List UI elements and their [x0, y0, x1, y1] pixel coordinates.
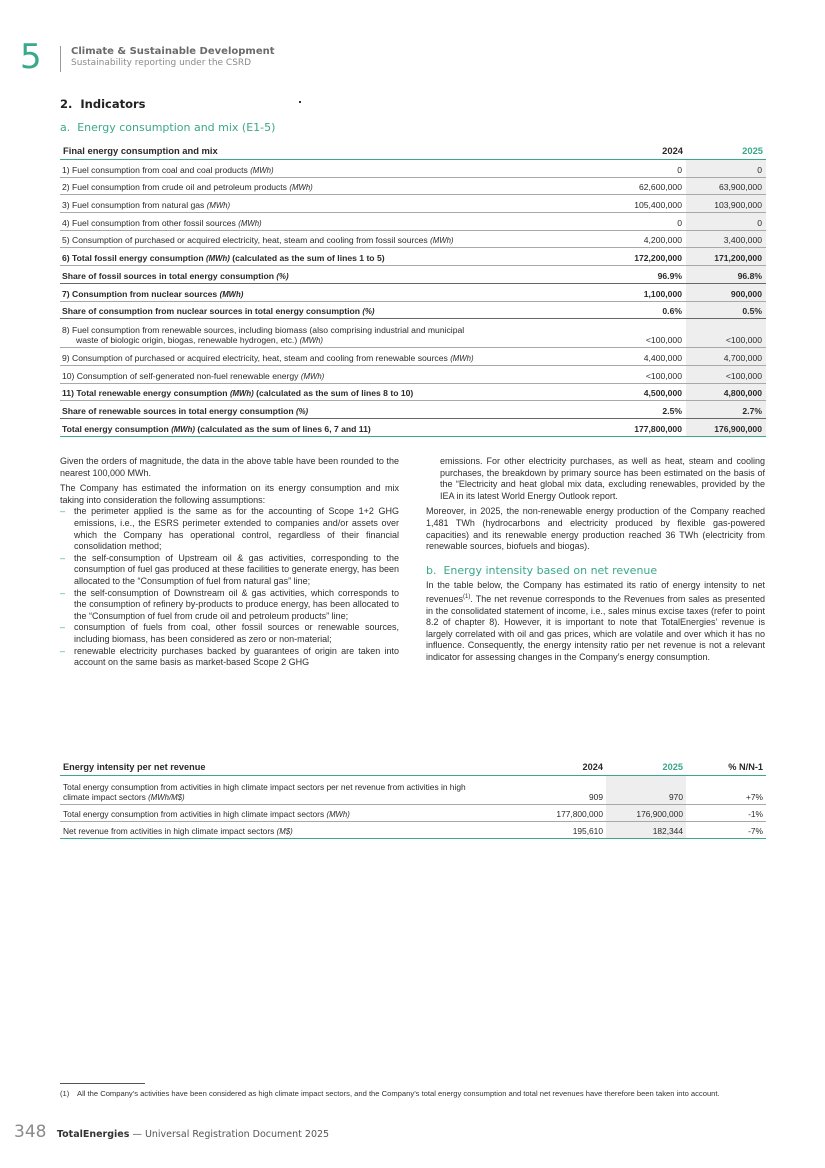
footer-document: — Universal Registration Document 2025	[129, 1129, 330, 1140]
value-2025: 0	[686, 213, 766, 231]
paragraph-continued: emissions. For other electricity purchases, as well as heat, steam and cooling purchases, the breakdown by primary source has been estimated on the basis of the “Electricity and heat global mix data, excluding renewables, provided by the IEA in its latest World Energy Outlook report.	[440, 456, 765, 501]
list-item: – the self-consumption of Downstream oil & gas activities, which corresponds to the consumption of refinery by-products to produce energy, has been allocated to the “Consumption of fuel from crude oil and petroleum products” line;	[60, 587, 399, 621]
value-2025: 3,400,000	[686, 230, 766, 248]
table-row	[60, 213, 766, 231]
value-2024: 177,800,000	[530, 804, 606, 821]
table-row	[60, 319, 766, 348]
value-2025: 176,900,000	[686, 418, 766, 436]
value-2025: 63,900,000	[686, 177, 766, 195]
list-item: – the self-consumption of Upstream oil & gas activities, corresponding to the consumption of fuel gas produced at these facilities to generate energy, has been allocated to the “Consumption of fuel from natural gas” line;	[60, 552, 399, 586]
table-row-share-nuclear	[60, 301, 766, 319]
row-label: 5) Consumption of purchased or acquired electricity, heat, steam and cooling from fossil sources (MWh)	[60, 230, 606, 248]
table-header-row	[60, 142, 766, 160]
table-row-total-energy	[60, 418, 766, 436]
table-row	[60, 348, 766, 366]
energy-intensity-table	[60, 757, 766, 839]
table-row	[60, 177, 766, 195]
row-label: Share of fossil sources in total energy consumption (%)	[60, 266, 606, 284]
subsection-a-title: a. Energy consumption and mix (E1-5)	[60, 121, 276, 134]
table-header-2025: 2025	[606, 757, 686, 775]
subsection-b-title: b. Energy intensity based on net revenue	[426, 563, 658, 577]
list-item: – the perimeter applied is the same as for the accounting of Scope 1+2 GHG emissions, i.e., the ESRS perimeter extended to companies and/or assets over which the Company has operational control, regardless of their financial consolidation method;	[60, 506, 399, 552]
value-2024: 909	[530, 775, 606, 804]
value-2024: 62,600,000	[606, 177, 686, 195]
row-label: Share of renewable sources in total energy consumption (%)	[60, 401, 606, 419]
table-row	[60, 160, 766, 178]
row-label: 6) Total fossil energy consumption (MWh) (calculated as the sum of lines 1 to 5)	[60, 248, 606, 266]
paragraph: Given the orders of magnitude, the data in the above table have been rounded to the nearest 100,000 MWh.	[60, 456, 399, 478]
table-row-share-fossil	[60, 266, 766, 284]
value-2025: 0	[686, 160, 766, 178]
row-label: 1) Fuel consumption from coal and coal products (MWh)	[60, 160, 606, 178]
row-label: 10) Consumption of self-generated non-fuel renewable energy (MWh)	[60, 365, 606, 383]
value-2024: 177,800,000	[606, 418, 686, 436]
chapter-title: Climate & Sustainable Development	[71, 46, 275, 57]
table-header-change: % N/N-1	[686, 757, 766, 775]
row-label: 8) Fuel consumption from renewable sources, including biomass (also comprising industrial and municipal waste of biologic origin, biogas, renewable hydrogen, etc.) (MWh)	[60, 319, 606, 348]
paragraph: The Company has estimated the information on its energy consumption and mix taking into consideration the following assumptions:	[60, 483, 399, 505]
header-divider	[60, 46, 61, 72]
row-label: 7) Consumption from nuclear sources (MWh)	[60, 283, 606, 301]
value-2025: 176,900,000	[606, 804, 686, 821]
table-row-nuclear	[60, 283, 766, 301]
row-label: 2) Fuel consumption from crude oil and petroleum products (MWh)	[60, 177, 606, 195]
paragraph: In the table below, the Company has estimated its ratio of energy intensity to net revenues$^{(1)}$. The net revenue corresponds to the Revenues from sales as presented in the consolidated statement of income, i.e., sales minus excise taxes (refer to point 8.2 of chapter 8). However, it is important to note that TotalEnergies’ revenue is largely correlated with oil and gas prices, which are volatile and over which it has no influence. Consequently, the energy intensity ratio per net revenue is not a relevant indicator for assessing changes in the Company’s energy consumption.	[426, 580, 765, 662]
row-label: Net revenue from activities in high climate impact sectors (M$)	[60, 821, 530, 838]
value-2025: <100,000	[686, 365, 766, 383]
assumption-list	[60, 506, 399, 668]
table-row	[60, 230, 766, 248]
right-text-column	[426, 456, 765, 668]
row-label: 9) Consumption of purchased or acquired electricity, heat, steam and cooling from renewable sources (MWh)	[60, 348, 606, 366]
table-row	[60, 195, 766, 213]
value-2024: 105,400,000	[606, 195, 686, 213]
value-2025: 900,000	[686, 283, 766, 301]
value-2024: 0.6%	[606, 301, 686, 319]
table-row	[60, 365, 766, 383]
row-label: Total energy consumption from activities in high climate impact sectors per net revenue from activities in high climate impact sectors (MWh/M$)	[60, 775, 530, 804]
row-label: 11) Total renewable energy consumption (MWh) (calculated as the sum of lines 8 to 10)	[60, 383, 606, 401]
value-2024: 2.5%	[606, 401, 686, 419]
table-header-2025: 2025	[686, 142, 766, 160]
footnote-divider	[60, 1083, 145, 1084]
value-2024: 96.9%	[606, 266, 686, 284]
value-2025: 0.5%	[686, 301, 766, 319]
footnote-ref: (1)	[463, 593, 471, 600]
row-label: 3) Fuel consumption from natural gas (MWh)	[60, 195, 606, 213]
value-2024: <100,000	[606, 319, 686, 348]
chapter-number: 5	[20, 37, 42, 77]
value-2025: 182,344	[606, 821, 686, 838]
value-2024: 172,200,000	[606, 248, 686, 266]
value-2024: 4,200,000	[606, 230, 686, 248]
section-title: 2. Indicators	[60, 97, 146, 111]
value-2025: 4,800,000	[686, 383, 766, 401]
row-label: 4) Fuel consumption from other fossil sources (MWh)	[60, 213, 606, 231]
value-2025: 2.7%	[686, 401, 766, 419]
table-row	[60, 821, 766, 838]
value-change: -7%	[686, 821, 766, 838]
value-2025: 96.8%	[686, 266, 766, 284]
value-2024: 4,500,000	[606, 383, 686, 401]
page-number: 348	[14, 1122, 47, 1142]
row-label: Total energy consumption from activities in high climate impact sectors (MWh)	[60, 804, 530, 821]
footnote	[60, 1089, 766, 1099]
value-2024: 195,610	[530, 821, 606, 838]
energy-mix-table	[60, 142, 766, 437]
table-row	[60, 775, 766, 804]
table-header-label: Final energy consumption and mix	[60, 142, 606, 160]
value-2024: 4,400,000	[606, 348, 686, 366]
value-2024: 0	[606, 160, 686, 178]
row-label: Share of consumption from nuclear sources in total energy consumption (%)	[60, 301, 606, 319]
table-row-total-fossil	[60, 248, 766, 266]
table-header-2024: 2024	[606, 142, 686, 160]
footnote-marker: (1)	[60, 1089, 70, 1098]
value-2025: 970	[606, 775, 686, 804]
table-header-label: Energy intensity per net revenue	[60, 757, 530, 775]
left-text-column	[60, 456, 399, 669]
paragraph: Moreover, in 2025, the non-renewable energy production of the Company reached 1,481 TWh (hydrocarbons and electricity produced by flexible gas-powered capacities) and its renewable energy production reached 36 TWh (electricity from renewable sources, biofuels and biogas).	[426, 506, 765, 552]
value-change: -1%	[686, 804, 766, 821]
table-row-total-renewable	[60, 383, 766, 401]
table-row	[60, 804, 766, 821]
value-2024: 1,100,000	[606, 283, 686, 301]
table-row-share-renewable	[60, 401, 766, 419]
value-2025: 4,700,000	[686, 348, 766, 366]
list-item: – renewable electricity purchases backed by guarantees of origin are taken into account on the same basis as market-based Scope 2 GHG	[60, 645, 399, 668]
row-label: Total energy consumption (MWh) (calculated as the sum of lines 6, 7 and 11)	[60, 418, 606, 436]
value-2025: <100,000	[686, 319, 766, 348]
table-header-2024: 2024	[530, 757, 606, 775]
value-2025: 171,200,000	[686, 248, 766, 266]
value-2024: <100,000	[606, 365, 686, 383]
table-header-row	[60, 757, 766, 775]
footnote-text: All the Company’s activities have been considered as high climate impact sectors, and the Company’s total energy consumption and total net revenues have therefore been taken into account.	[77, 1089, 720, 1098]
footer-brand: TotalEnergies	[56, 1129, 130, 1140]
value-change: +7%	[686, 775, 766, 804]
list-item: – consumption of fuels from coal, other fossil sources or renewable sources, including biomass, has been considered as zero or non-material;	[60, 622, 399, 644]
value-2024: 0	[606, 213, 686, 231]
stray-dot	[299, 101, 301, 103]
page-footer	[14, 1122, 329, 1142]
chapter-subtitle: Sustainability reporting under the CSRD	[71, 58, 252, 68]
value-2025: 103,900,000	[686, 195, 766, 213]
